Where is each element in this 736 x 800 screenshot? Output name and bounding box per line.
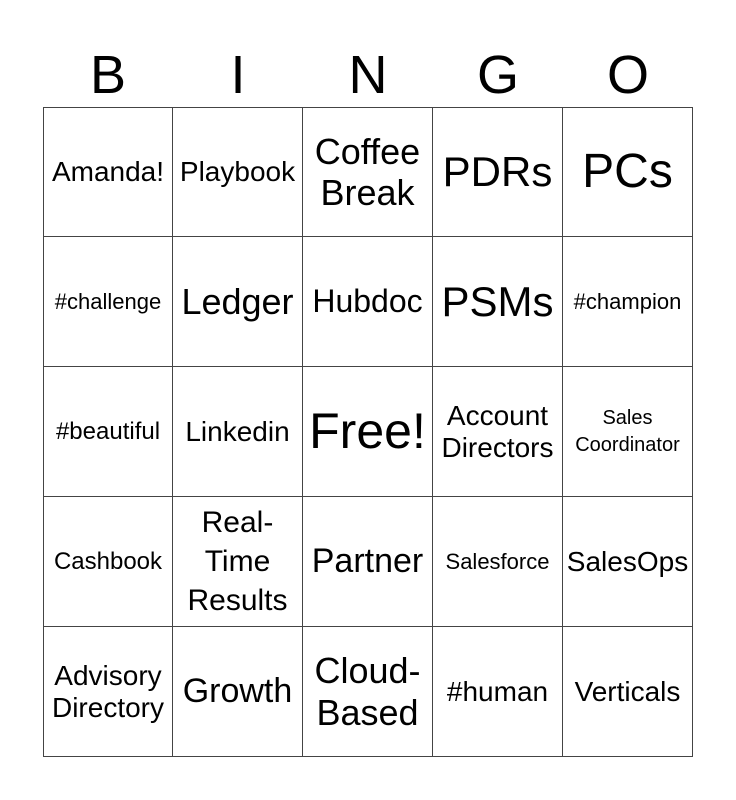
bingo-cell-label: Real- Time Results (187, 506, 288, 617)
header-letter-o: O (606, 45, 649, 105)
bingo-cell[interactable] (303, 107, 433, 237)
bingo-cell[interactable] (43, 237, 173, 367)
bingo-cell[interactable] (173, 107, 303, 237)
bingo-cell[interactable] (173, 497, 303, 627)
bingo-cell-label: Ledger (181, 280, 294, 322)
bingo-cell[interactable] (173, 627, 303, 757)
bingo-cell[interactable] (433, 497, 563, 627)
bingo-cell-label: #human (446, 675, 549, 707)
bingo-cell-label: Sales Coordinator (575, 406, 680, 456)
header-letter-g: G (476, 45, 519, 105)
bingo-cell-label: Growth (182, 672, 293, 711)
bingo-cell[interactable] (563, 367, 693, 497)
bingo-board (43, 107, 693, 757)
bingo-header (43, 40, 693, 108)
bingo-cell-label: Cashbook (53, 547, 163, 575)
bingo-cell[interactable] (303, 367, 433, 497)
bingo-cell-label: PDRs (442, 148, 553, 196)
bingo-cell[interactable] (563, 237, 693, 367)
bingo-cell[interactable] (43, 627, 173, 757)
bingo-cell-label: Salesforce (445, 548, 550, 574)
bingo-cell-label: Coffee Break (314, 130, 421, 213)
bingo-cell[interactable] (563, 497, 693, 627)
bingo-cell-label: Linkedin (185, 415, 290, 447)
bingo-cell-label: Account Directors (441, 399, 554, 463)
bingo-cell[interactable] (563, 627, 693, 757)
bingo-cell-label: Cloud- Based (314, 650, 421, 733)
bingo-cell[interactable] (433, 367, 563, 497)
header-letter-b: B (89, 45, 127, 105)
bingo-cell-label: #challenge (54, 288, 162, 314)
bingo-cell[interactable] (303, 497, 433, 627)
bingo-cell[interactable] (43, 367, 173, 497)
bingo-cell-label: SalesOps (566, 545, 689, 577)
bingo-cell-label: #beautiful (55, 417, 161, 445)
bingo-cell[interactable] (433, 107, 563, 237)
bingo-cell-label: Playbook (179, 156, 296, 188)
bingo-cell-label: Partner (311, 542, 424, 581)
bingo-cell[interactable] (173, 367, 303, 497)
bingo-cell-label: Advisory Directory (51, 659, 164, 723)
bingo-cell[interactable] (433, 237, 563, 367)
bingo-cell-label: Verticals (574, 675, 681, 707)
bingo-cell[interactable] (303, 627, 433, 757)
header-letter-i: I (230, 45, 246, 105)
bingo-cell[interactable] (303, 237, 433, 367)
bingo-cell-label: Free! (309, 403, 426, 459)
bingo-cell[interactable] (563, 107, 693, 237)
bingo-cell-label: PSMs (441, 277, 554, 325)
bingo-cell-label: #champion (573, 288, 682, 314)
bingo-cell-label: Amanda! (51, 156, 165, 188)
bingo-cell[interactable] (433, 627, 563, 757)
bingo-cell[interactable] (43, 107, 173, 237)
bingo-cell-label: Hubdoc (312, 283, 423, 320)
bingo-cell[interactable] (173, 237, 303, 367)
bingo-cell[interactable] (43, 497, 173, 627)
header-letter-n: N (348, 45, 388, 105)
bingo-cell-label: PCs (582, 144, 673, 198)
